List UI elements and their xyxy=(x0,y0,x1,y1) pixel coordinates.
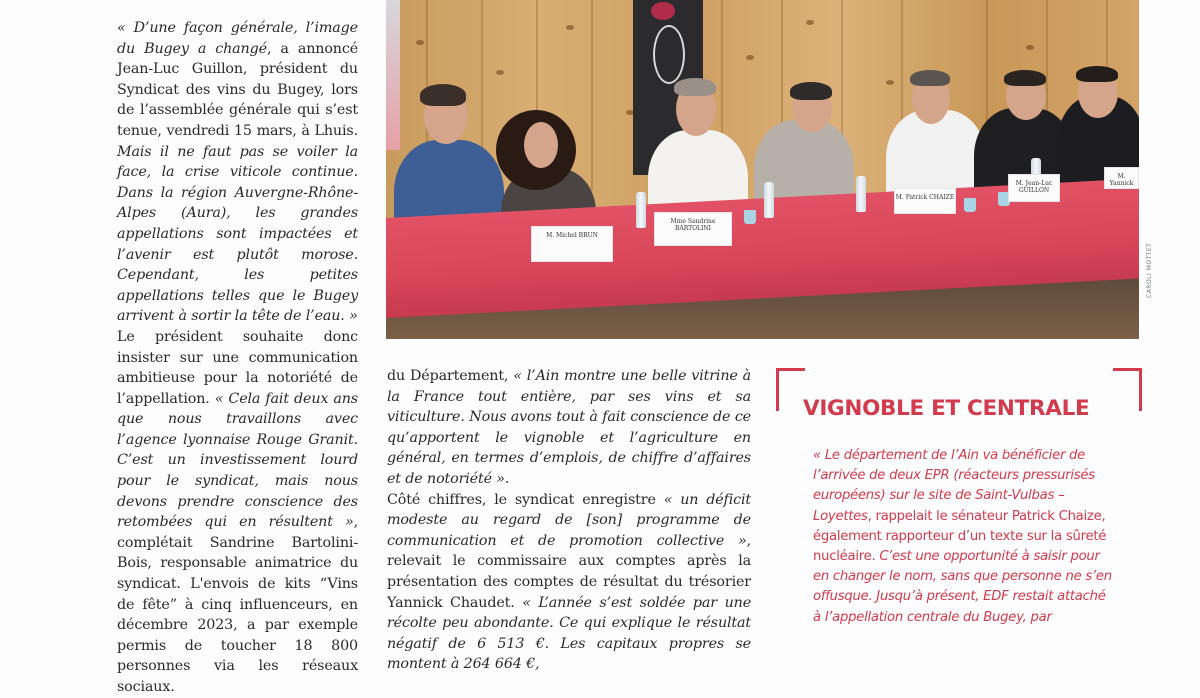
nameplate: M. Yannick xyxy=(1104,167,1139,189)
body-text: , relevait le commissaire aux comptes après la présentation des comptes de résultat du trésorier Yannick Chaudet. xyxy=(387,532,751,611)
quote-text: C’est une opportunité à saisir pour en changer le nom, sans que personne ne s’en offusque. Jusqu’à présent, EDF restait attaché à l’appellation centrale du Bugey, par xyxy=(813,549,1112,625)
quote-text: « D’une façon générale, l’image du Bugey a changé xyxy=(117,20,358,57)
nameplate: M. Jean-Luc GUILLON xyxy=(1008,174,1060,202)
corner-bracket-right xyxy=(1113,368,1142,411)
body-text: Côté chiffres, le syndicat enregistre xyxy=(387,491,664,508)
sidebar-box xyxy=(776,368,1142,678)
corner-bracket-left xyxy=(776,368,805,411)
assembly-photo xyxy=(386,0,1139,339)
article-column-2 xyxy=(387,366,751,675)
nameplate: M. Patrick CHAIZE xyxy=(894,188,956,214)
body-text: , rappelait le sénateur Patrick Chaize, également rapporteur d’un texte sur la sûreté nucléaire. xyxy=(813,508,1107,565)
quote-text: Mais il ne faut pas se voiler la face, la crise viticole continue. Dans la région Auvergne-Rhône-Alpes (Aura), les grandes appellations sont impactées et l’avenir est plutôt morose. Cependant, les petites appellations telles que le Bugey arrivent à sortir la tête de l’eau. » xyxy=(117,143,358,325)
body-text: Le président souhaite donc insister sur une communication ambitieuse pour la notoriété de l’appellation. xyxy=(117,328,358,407)
quote-text: « Le département de l’Ain va bénéficier de l’arrivée de deux EPR (réacteurs pressurisés européens) sur le site de Saint-Vulbas – Loyettes xyxy=(813,448,1095,524)
paragraph-quote-guillon xyxy=(117,18,358,327)
quote-text: « un déficit modeste au regard de [son] programme de communication et de promotion collective » xyxy=(387,491,751,549)
paragraph-figures xyxy=(387,490,751,675)
nameplate: Mme Sandrine BARTOLINI xyxy=(654,212,732,246)
quote-text: « l’Ain montre une belle vitrine à la France tout entière, par ses vins et sa viticulture. Nous avons tout à fait conscience de ce qu’apportent le vignoble et l’agriculture en général, en termes d’emplois, de chiffre d’affaires et de notoriété ». xyxy=(387,368,751,487)
flag-decoration xyxy=(386,0,400,150)
sidebar-body xyxy=(813,446,1113,628)
photo-credit: CAROLI MOTTET xyxy=(1146,242,1153,298)
body-text: , complétait Sandrine Bartolini-Bois, responsable animatrice du syndicat. L'envois de kits “Vins de fête” à cinq influenceurs, en décembre 2023, a par exemple permis de toucher 18 800 personnes via les réseaux sociaux. xyxy=(117,514,358,695)
paragraph-department xyxy=(387,366,751,490)
body-text: du Département, xyxy=(387,368,514,384)
quote-text: « Cela fait deux ans que nous travaillons avec l’agence lyonnaise Rouge Granit. C’est un investissement lourd pour le syndicat, mais nous devons prendre conscience des retombées qui en résultent » xyxy=(117,390,358,531)
paragraph-communication xyxy=(117,327,358,698)
quote-text: « L’année s’est soldée par une récolte peu abondante. Ce qui explique le résultat négatif de 6 513 €. Les capitaux propres se montent à 264 664 €, xyxy=(387,594,751,673)
sidebar-title: VIGNOBLE ET CENTRALE xyxy=(803,396,1090,421)
nameplate: M. Michel BRUN xyxy=(531,226,613,262)
article-column-1 xyxy=(117,18,358,698)
body-text: , a annoncé Jean-Luc Guillon, président du Syndicat des vins du Bugey, lors de l’assemblée générale qui s’est tenue, vendredi 15 mars, à Lhuis. xyxy=(117,40,358,139)
